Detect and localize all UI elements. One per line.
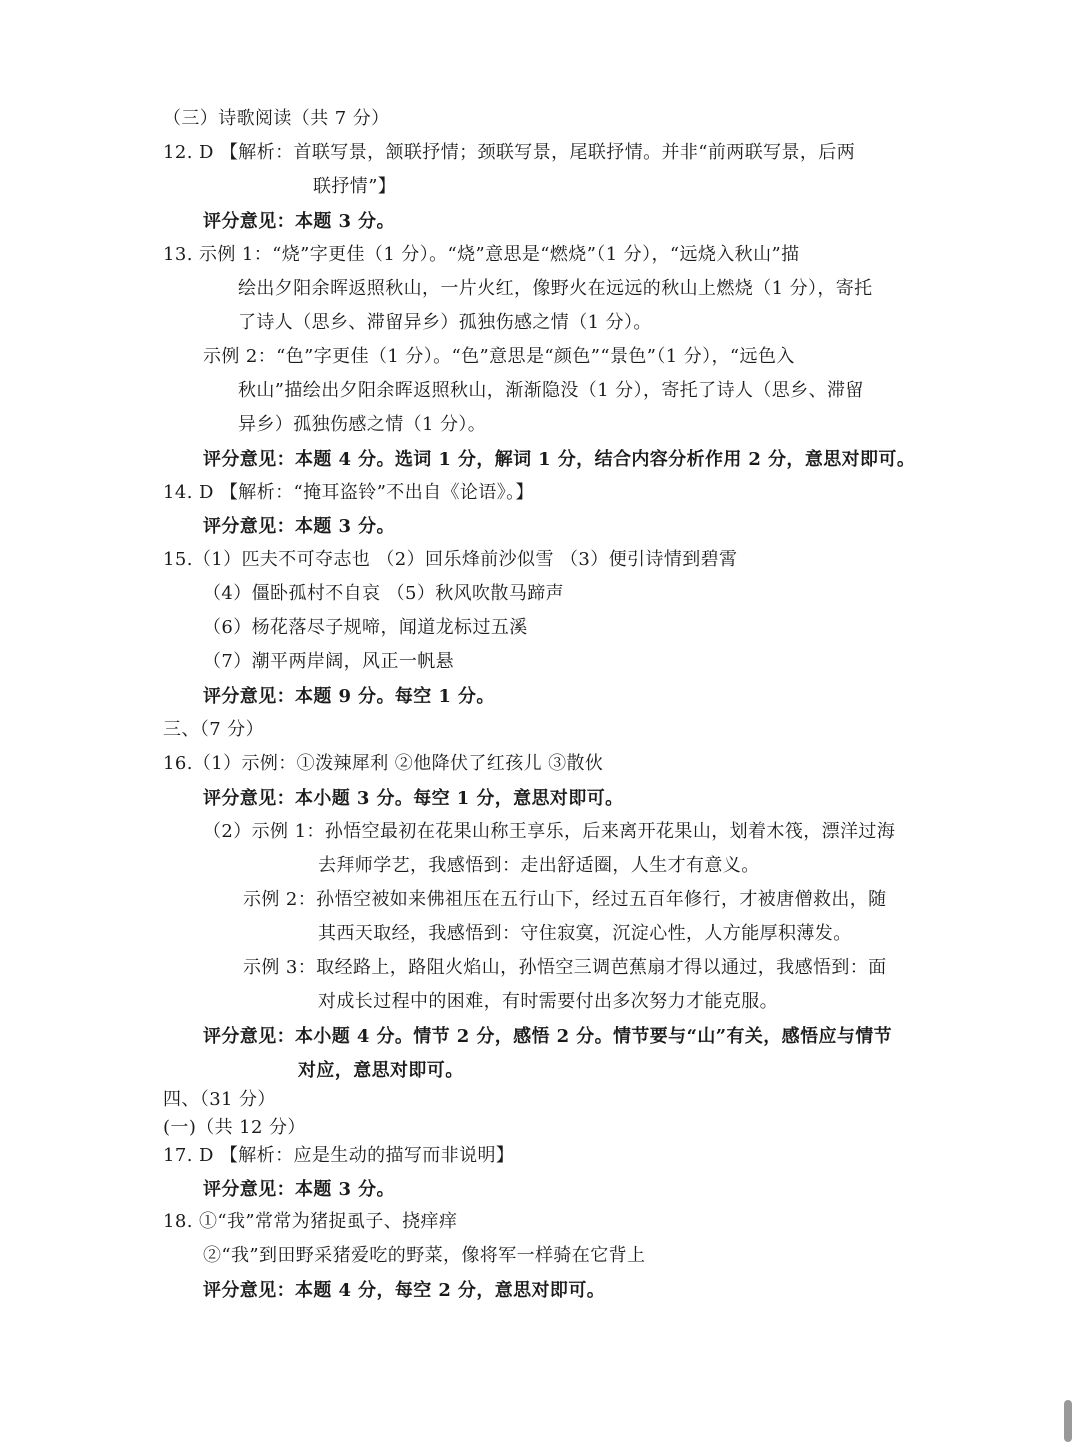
answer-17: 17. D 【解析：应是生动的描写而非说明】 bbox=[163, 1145, 515, 1166]
answer-18-item-1: 18. ①“我”常常为猪捉虱子、挠痒痒 bbox=[163, 1211, 458, 1232]
scoring-note-14: 评分意见：本题 3 分。 bbox=[203, 516, 395, 537]
section-heading-three: 三、（7 分） bbox=[163, 719, 264, 740]
answer-13-example-1: 13. 示例 1：“烧”字更佳（1 分）。“烧”意思是“燃烧”（1 分），“远烧入秋山”描 bbox=[163, 244, 800, 265]
answer-13-example-2-cont: 秋山”描绘出夕阳余晖返照秋山，渐渐隐没（1 分），寄托了诗人（思乡、滞留 bbox=[238, 380, 864, 401]
answer-16-part-2-example-2-cont: 其西天取经，我感悟到：守住寂寞，沉淀心性，人方能厚积薄发。 bbox=[318, 923, 852, 944]
scoring-note-18: 评分意见：本题 4 分，每空 2 分，意思对即可。 bbox=[203, 1280, 606, 1301]
answer-15-row-1: 15.（1）匹夫不可夺志也 （2）回乐烽前沙似雪 （3）便引诗情到碧霄 bbox=[163, 549, 738, 570]
answer-14: 14. D 【解析：“掩耳盗铃”不出自《论语》。】 bbox=[163, 482, 534, 503]
answer-12-cont: 联抒情”】 bbox=[313, 176, 397, 197]
answer-16-part-1: 16.（1）示例：①泼辣犀利 ②他降伏了红孩儿 ③散伙 bbox=[163, 753, 604, 774]
subsection-heading-one: (一)（共 12 分） bbox=[163, 1117, 306, 1138]
answer-13-example-1-cont: 了诗人（思乡、滞留异乡）孤独伤感之情（1 分）。 bbox=[238, 312, 652, 333]
scoring-note-15: 评分意见：本题 9 分。每空 1 分。 bbox=[203, 686, 495, 707]
scoring-note-16-part-2: 评分意见：本小题 4 分。情节 2 分，感悟 2 分。情节要与“山”有关，感悟应与情节 bbox=[203, 1026, 893, 1047]
section-heading-poetry: （三）诗歌阅读（共 7 分） bbox=[163, 108, 390, 129]
answer-15-row-2: （4）僵卧孤村不自哀 （5）秋风吹散马蹄声 bbox=[203, 583, 565, 604]
vertical-scrollbar-thumb[interactable] bbox=[1064, 1400, 1072, 1442]
scoring-note-17: 评分意见：本题 3 分。 bbox=[203, 1179, 395, 1200]
answer-16-part-2-example-3-cont: 对成长过程中的困难，有时需要付出多次努力才能克服。 bbox=[318, 991, 778, 1012]
answer-16-part-2-example-3: 示例 3：取经路上，路阻火焰山，孙悟空三调芭蕉扇才得以通过，我感悟到：面 bbox=[243, 957, 887, 978]
answer-13-example-2-cont: 异乡）孤独伤感之情（1 分）。 bbox=[238, 414, 487, 435]
scoring-note-13: 评分意见：本题 4 分。选词 1 分，解词 1 分，结合内容分析作用 2 分，意思对即可。 bbox=[203, 449, 916, 470]
answer-13-example-1-cont: 绘出夕阳余晖返照秋山，一片火红，像野火在远远的秋山上燃烧（1 分），寄托 bbox=[238, 278, 873, 299]
scoring-note-16-part-1: 评分意见：本小题 3 分。每空 1 分，意思对即可。 bbox=[203, 788, 624, 809]
answer-13-example-2: 示例 2：“色”字更佳（1 分）。“色”意思是“颜色”“景色”（1 分），“远色入 bbox=[203, 346, 795, 367]
answer-16-part-2-example-1-cont: 去拜师学艺，我感悟到：走出舒适圈，人生才有意义。 bbox=[318, 855, 760, 876]
answer-16-part-2-example-1: （2）示例 1：孙悟空最初在花果山称王享乐，后来离开花果山，划着木筏，漂洋过海 bbox=[203, 821, 896, 842]
answer-15-row-4: （7）潮平两岸阔，风正一帆悬 bbox=[203, 651, 455, 672]
scoring-note-16-part-2-cont: 对应，意思对即可。 bbox=[298, 1060, 464, 1081]
answer-15-row-3: （6）杨花落尽子规啼，闻道龙标过五溪 bbox=[203, 617, 528, 638]
answer-16-part-2-example-2: 示例 2：孙悟空被如来佛祖压在五行山下，经过五百年修行，才被唐僧救出，随 bbox=[243, 889, 887, 910]
section-heading-four: 四、（31 分） bbox=[163, 1089, 276, 1110]
answer-12: 12. D 【解析：首联写景，颔联抒情；颈联写景，尾联抒情。并非“前两联写景，后两 bbox=[163, 142, 856, 163]
answer-18-item-2: ②“我”到田野采猪爱吃的野菜，像将军一样骑在它背上 bbox=[203, 1245, 646, 1266]
scoring-note-12: 评分意见：本题 3 分。 bbox=[203, 211, 395, 232]
